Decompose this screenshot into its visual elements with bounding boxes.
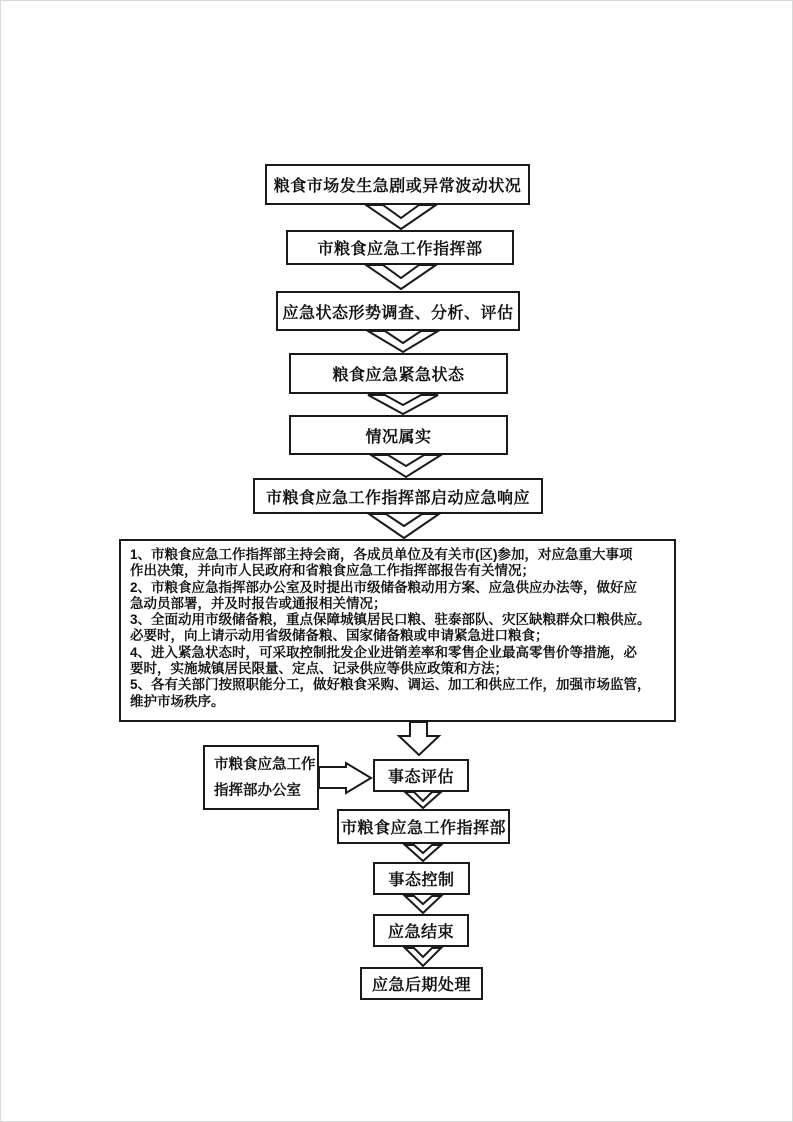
arrow-down-10-icon bbox=[405, 948, 441, 966]
measures-line-1: 1、市粮食应急工作指挥部主持会商，各成员单位及有关市(区)参加，对应急重大事项 bbox=[130, 547, 633, 562]
arrow-down-9-icon bbox=[405, 896, 441, 913]
measures-line-2: 作出决策，并向市人民政府和省粮食应急工作指挥部报告有关情况； bbox=[130, 563, 535, 579]
office-label-line1: 市粮食应急工作 bbox=[214, 757, 316, 773]
arrow-down-8-icon bbox=[405, 845, 441, 861]
measures-line-5: 3、全面动用市级储备粮，重点保障城镇居民口粮、驻泰部队、灾区缺粮群众口粮供应。 bbox=[130, 612, 651, 628]
arrow-down-3-icon bbox=[368, 331, 438, 352]
box-investigation-analysis-evaluation: 应急状态形势调查、分析、评估 bbox=[276, 291, 520, 331]
measures-line-7: 4、进入紧急状态时，可采取控制批发企业进销差率和零售企业最高零售价等措施，必 bbox=[130, 644, 638, 660]
box-market-fluctuation: 粮食市场发生急剧或异常波动状况 bbox=[265, 164, 530, 205]
measures-line-3: 2、市粮食应急指挥部办公室及时提出市级储备粮动用方案、应急供应办法等，做好应 bbox=[130, 579, 638, 595]
box-emergency-headquarters-2: 市粮食应急工作指挥部 bbox=[337, 809, 510, 844]
arrow-down-6-icon bbox=[369, 514, 439, 538]
box-emergency-end: 应急结束 bbox=[373, 914, 469, 947]
arrow-down-1-icon bbox=[366, 205, 436, 229]
arrow-down-7-icon bbox=[405, 792, 441, 808]
box-situation-confirmed: 情况属实 bbox=[289, 415, 508, 455]
measures-line-8: 要时，实施城镇居民限量、定点、记录供应等供应政策和方法； bbox=[130, 661, 508, 677]
box-start-emergency-response: 市粮食应急工作指挥部启动应急响应 bbox=[253, 478, 543, 514]
measures-line-4: 急动员部署，并及时报告或通报相关情况； bbox=[130, 595, 387, 611]
box-response-measures bbox=[119, 539, 676, 722]
box-post-emergency-handling: 应急后期处理 bbox=[360, 967, 483, 1000]
box-grain-emergency-state: 粮食应急紧急状态 bbox=[289, 353, 508, 394]
arrow-down-2-icon bbox=[366, 265, 436, 289]
arrow-right-block-icon bbox=[319, 763, 371, 793]
measures-line-9: 5、各有关部门按照职能分工，做好粮食采购、调运、加工和供应工作，加强市场监管， bbox=[130, 677, 651, 693]
box-situation-assessment: 事态评估 bbox=[373, 759, 469, 792]
measures-line-10: 维护市场秩序。 bbox=[130, 693, 225, 709]
arrow-down-4-icon bbox=[368, 395, 438, 414]
measures-line-6: 必要时，向上请示动用省级储备粮、国家储备粮或申请紧急进口粮食； bbox=[130, 628, 549, 644]
office-label-line2: 指挥部办公室 bbox=[214, 783, 301, 799]
arrow-down-block-icon bbox=[399, 722, 439, 755]
box-emergency-headquarters: 市粮食应急工作指挥部 bbox=[286, 230, 514, 265]
arrow-down-5-icon bbox=[371, 455, 441, 477]
box-headquarters-office bbox=[203, 745, 319, 810]
box-situation-control: 事态控制 bbox=[373, 862, 470, 895]
